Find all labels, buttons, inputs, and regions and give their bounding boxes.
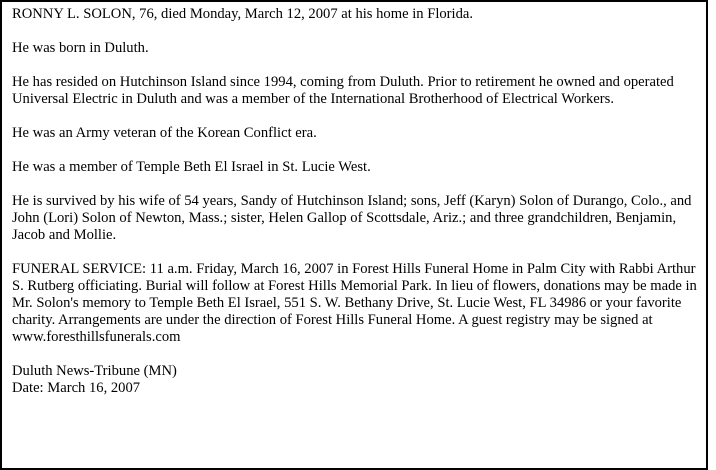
obituary-paragraph-death: RONNY L. SOLON, 76, died Monday, March 12, 2007 at his home in Florida. bbox=[12, 6, 474, 22]
source-line: Duluth News-Tribune (MN) bbox=[12, 363, 177, 379]
right-edge bbox=[710, 0, 716, 457]
obituary-paragraph-military: He was an Army veteran of the Korean Conflict era. bbox=[12, 125, 317, 141]
obituary-text bbox=[12, 6, 702, 397]
obituary-paragraph-residence: He has resided on Hutchinson Island since 1994, coming from Duluth. Prior to retirement he owned and operated Universal Electric in Duluth and was a member of the International Brotherhood of Electrical Workers. bbox=[12, 74, 674, 107]
date-line: Date: March 16, 2007 bbox=[12, 380, 141, 396]
obituary-paragraph-funeral: FUNERAL SERVICE: 11 a.m. Friday, March 16, 2007 in Forest Hills Funeral Home in Palm City with Rabbi Arthur S. Rutberg officiating. Burial will follow at Forest Hills Memorial Park. In lieu of flowers, donations may be made in Mr. Solon's memory to Temple Beth El Israel, 551 S. W. Bethany Drive, St. Lucie West, FL 34986 or your favorite charity. Arrangements are under the direction of Forest Hills Funeral Home. A guest registry may be signed at www.foresthillsfunerals.com bbox=[12, 261, 697, 345]
obituary-paragraph-birth: He was born in Duluth. bbox=[12, 40, 149, 56]
obituary-paragraph-temple: He was a member of Temple Beth El Israel in St. Lucie West. bbox=[12, 159, 371, 175]
obituary-paragraph-survivors: He is survived by his wife of 54 years, Sandy of Hutchinson Island; sons, Jeff (Karyn) Solon of Durango, Colo., and John (Lori) Solon of Newton, Mass.; sister, Helen Gallop of Scottsdale, Ariz.; and three grandchildren, Benjamin, Jacob and Mollie. bbox=[12, 193, 692, 243]
